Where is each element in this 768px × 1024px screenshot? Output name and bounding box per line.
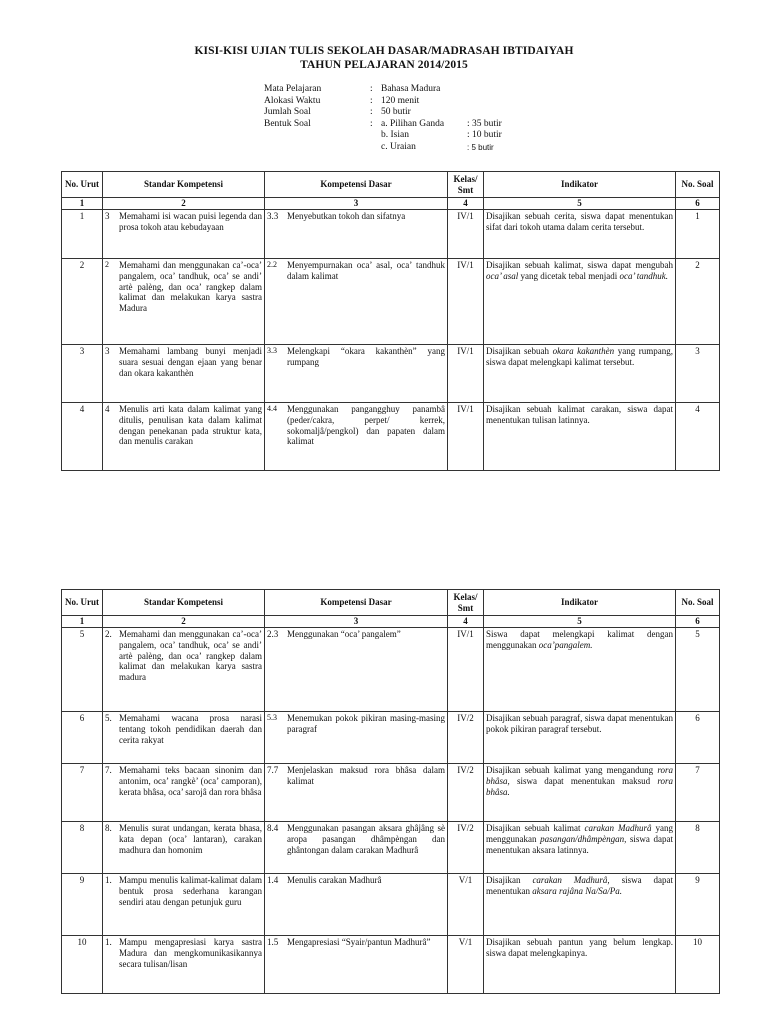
table-number-row: 1 2 3 4 5 6 bbox=[62, 616, 720, 628]
meta-row-mapel: Mata Pelajaran : Bahasa Madura bbox=[264, 84, 441, 94]
table-row: 9 1. Mampu menulis kalimat-kalimat dalam bentuk prosa sederhana karangan sendiri atau dengan petunjuk guru 1.4 Menulis carakan Madhurâ V/1 Disajikan carakan Madhurâ, siswa dapat menentukan aksara rajâna Na/Sa/Pa. 9 bbox=[62, 874, 720, 936]
col-no-urut: No. Urut bbox=[62, 590, 103, 616]
table-row: 6 5. Memahami wacana prosa narasi tentang tokoh pendidikan daerah dan cerita rakyat 5.3 Menemukan pokok pikiran masing-masing paragraf IV/2 Disajikan sebuah paragraf, siswa dapat menentukan pokok pikiran paragraf tersebut. 6 bbox=[62, 712, 720, 764]
exam-meta bbox=[264, 84, 502, 153]
kisi-table-2 bbox=[61, 589, 720, 994]
meta-row-jumlah: Jumlah Soal : 50 butir bbox=[264, 107, 411, 117]
col-standar-kompetensi: Standar Kompetensi bbox=[103, 590, 265, 616]
table-header-row bbox=[62, 590, 720, 616]
col-kompetensi-dasar: Kompetensi Dasar bbox=[265, 590, 448, 616]
meta-row-isian: b. Isian : 10 butir bbox=[381, 130, 502, 140]
col-no-soal: No. Soal bbox=[676, 172, 720, 198]
col-indikator: Indikator bbox=[484, 172, 676, 198]
table-row: 8 8. Menulis surat undangan, kerata bhasa, kata depan (oca’ lantaran), carakan madhura dan homonim 8.4 Menggunakan pasangan aksara ghâjâng sè aropa pasangan dhâmpèngan dan ghântongan dalam carakan Madhurâ IV/2 Disajikan sebuah kalimat carakan Madhurâ yang menggunakan pasangan/dhâmpèngan, siswa dapat menentukan aksara latinnya. 8 bbox=[62, 822, 720, 874]
table-row: 10 1. Mampu mengapresiasi karya sastra Madura dan mengkomunikasikannya secara tulisan/lisan 1.5 Mengapresiasi “Syair/pantun Madhurâ” V/1 Disajikan sebuah pantun yang belum lengkap. siswa dapat melengkapinya. 10 bbox=[62, 936, 720, 994]
table-row: 7 7. Memahami teks bacaan sinonim dan antonim, oca’ rangkè’ (oca’ camporan), kerata bhâsa, oca’ sarojâ dan rora bhâsa 7.7 Menjelaskan maksud rora bhâsa dalam kalimat IV/2 Disajikan sebuah kalimat yang mengandung rora bhâsa, siswa dapat menentukan maksud rora bhâsa. 7 bbox=[62, 764, 720, 822]
col-kompetensi-dasar: Kompetensi Dasar bbox=[265, 172, 448, 198]
col-indikator: Indikator bbox=[484, 590, 676, 616]
table-header-row bbox=[62, 172, 720, 198]
meta-row-waktu: Alokasi Waktu : 120 menit bbox=[264, 95, 420, 106]
table-row: 5 2. Memahami dan menggunakan ca’-oca’ pangalem, oca’ tandhuk, oca’ se andi’ artè palèng, dan oca’ rangkep dalam kalimat dan melakukan karya sastra madura 2.3 Menggunakan “oca’ pangalem” IV/1 Siswa dapat melengkapi kalimat dengan menggunakan oca’pangalem. 5 bbox=[62, 628, 720, 712]
table-row: 3 3 Memahami lambang bunyi menjadi suara sesuai dengan ejaan yang benar dan okara kakanthèn 3.3 Melengkapi “okara kakanthèn” yang rumpang IV/1 Disajikan sebuah okara kakanthèn yang rumpang, siswa dapat melengkapi kalimat tersebut. 3 bbox=[62, 345, 720, 403]
document-subtitle: TAHUN PELAJARAN 2014/2015 bbox=[300, 59, 468, 71]
col-kelas-smt: Kelas/ Smt bbox=[448, 590, 484, 616]
col-no-soal: No. Soal bbox=[676, 590, 720, 616]
kisi-table-1 bbox=[61, 171, 720, 471]
table-row: 2 2 Memahami dan menggunakan ca’-oca’ pangalem, oca’ tandhuk, oca’ se andi’ artè palèng, dan oca’ rangkep dalam kalimat dan melakukan karya sastra Madura 2.2 Menyempurnakan oca’ asal, oca’ tandhuk dalam kalimat IV/1 Disajikan sebuah kalimat, siswa dapat mengubah oca’ asal yang dicetak tebal menjadi oca’ tandhuk. 2 bbox=[62, 259, 720, 345]
document-title: KISI-KISI UJIAN TULIS SEKOLAH DASAR/MADRASAH IBTIDAIYAH bbox=[194, 45, 574, 57]
col-kelas-smt: Kelas/ Smt bbox=[448, 172, 484, 198]
table-row: 1 3 Memahami isi wacan puisi legenda dan prosa tokoh atau kebudayaan 3.3 Menyebutkan tokoh dan sifatnya IV/1 Disajikan sebuah cerita, siswa dapat menentukan sifat dari tokoh utama dalam cerita tersebut. 1 bbox=[62, 210, 720, 259]
col-standar-kompetensi: Standar Kompetensi bbox=[103, 172, 265, 198]
table-row: 4 4 Menulis arti kata dalam kalimat yang ditulis, penulisan kata dalam kalimat dengan penekanan pada struktur kata, dan menulis carakan 4.4 Menggunakan pangangghuy panambâ (peder/cakra, perpet/ kerrek, sokomaljâ/pengkol) dan papaten dalam kalimat IV/1 Disajikan sebuah kalimat carakan, siswa dapat menentukan tulisan latinnya. 4 bbox=[62, 403, 720, 471]
table-number-row: 1 2 3 4 5 6 bbox=[62, 198, 720, 210]
meta-row-uraian: c. Uraian : 5 butir bbox=[381, 141, 494, 152]
meta-row-bentuk: Bentuk Soal : a. Pilihan Ganda : 35 butir bbox=[264, 118, 502, 129]
col-no-urut: No. Urut bbox=[62, 172, 103, 198]
